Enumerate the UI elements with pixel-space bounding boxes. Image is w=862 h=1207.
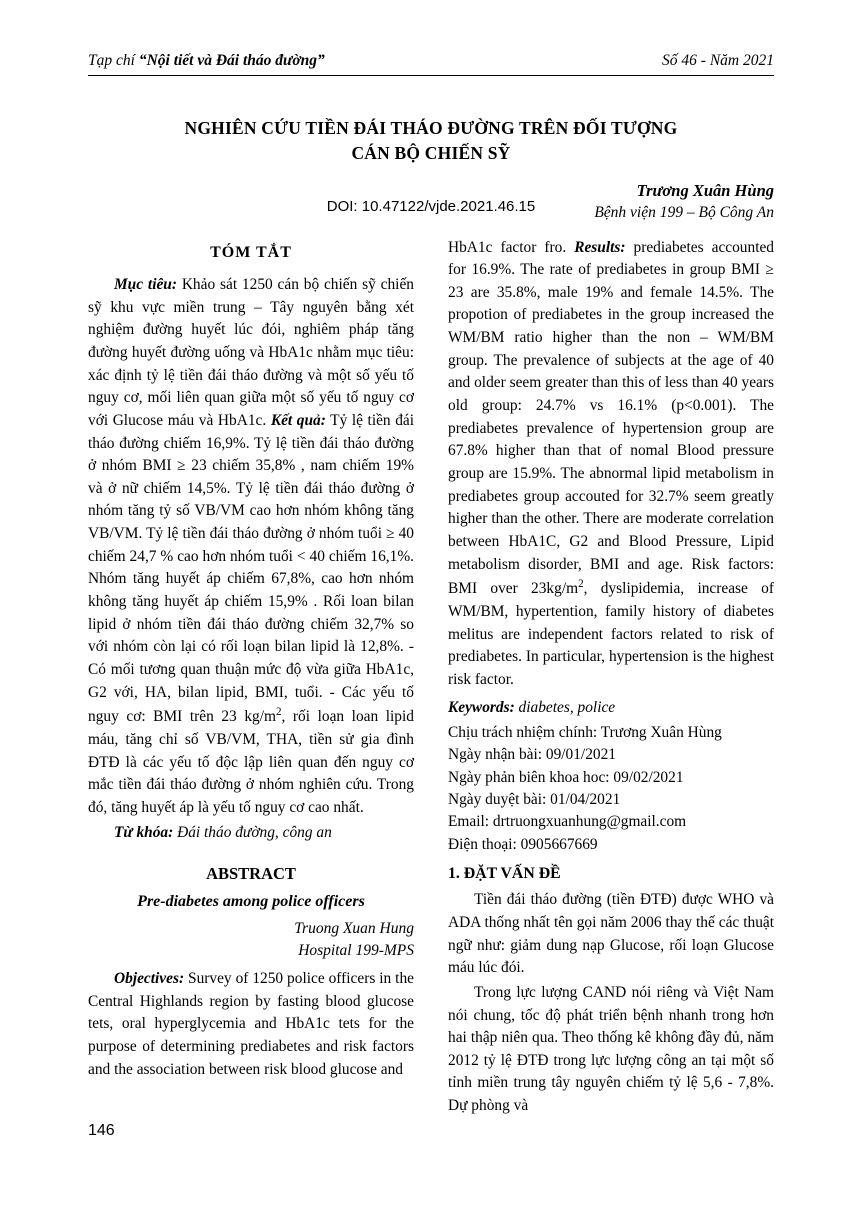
superscript-squared-en: 2 xyxy=(578,578,584,591)
meta-email[interactable]: Email: drtruongxuanhung@gmail.com xyxy=(448,813,687,831)
running-head-title: “Nội tiết và Đái tháo đường” xyxy=(138,52,325,69)
author-affiliation: Bệnh viện 199 – Bộ Công An xyxy=(594,203,774,221)
running-head-prefix: Tạp chí xyxy=(88,52,139,69)
running-head-journal xyxy=(88,52,325,70)
left-column xyxy=(88,237,414,1120)
page-number: 146 xyxy=(88,1122,115,1139)
section-heading-1: 1. ĐẶT VẤN ĐỀ xyxy=(448,865,561,883)
article-title-line1: NGHIÊN CỨU TIỀN ĐÁI THÁO ĐƯỜNG TRÊN ĐỐI TƯỢNG xyxy=(184,118,678,138)
meta-phone: Điện thoại: 0905667669 xyxy=(448,835,598,853)
abstract-author-name: Truong Xuan Hung xyxy=(294,919,414,937)
text-muctieu: Khảo sát 1250 cán bộ chiến sỹ chiến sỹ khu vực miền trung – Tây nguyên bằng xét nghiệm đường huyết lúc đói, nghiêm pháp tăng đường huyết đường uống và HbA1c nhằm mục tiêu: xác định tỷ lệ tiền đái tháo đường và một số yếu tố nguy cơ, mối liên quan giữa một số yếu tố nguy cơ với Glucose máu và HbA1c. xyxy=(88,276,414,429)
text-ketqua-2: , rối loạn loan lipid máu, tăng chỉ số VB/VM, THA, tiền sử gia đình ĐTĐ là các yếu tố độc lập liên quan đến nguy cơ mắc tiền đái tháo đường ở nhóm nghiên cứu. Trong đó, tăng huyết áp là yếu tố nguy cơ cao nhất. xyxy=(88,708,414,816)
running-head-issue: Số 46 - Năm 2021 xyxy=(662,52,774,69)
section-heading-abstract: ABSTRACT xyxy=(206,864,296,884)
right-column xyxy=(448,237,774,1120)
abstract-author-block xyxy=(88,918,414,962)
text-keywords: diabetes, police xyxy=(514,699,616,717)
text-results-2: , dyslipidemia, increase of WM/BM, hypertention, family history of diabetes melitus are independent factors related to risk of prediabetes. In particular, hypertension is the highest risk factor. xyxy=(448,580,774,688)
text-ketqua: Tỷ lệ tiền đái tháo đường chiếm 16,9%. Tỷ lệ tiền đái tháo đường ở nhóm BMI ≥ 23 chiếm 35,8% , nam chiếm 19% và ở nữ chiếm 14,5%. Tỷ lệ tiền đái tháo đường ở nhóm tăng tỷ số VB/VM cao hơn nhóm không tăng VB/VM. Tỷ lệ tiền đái tháo đường ở nhóm tuổi ≥ 40 chiếm 24,7 % cao hơn nhóm tuổi < 40 chiếm 16,1%. Nhóm tăng huyết áp chiếm 67,8%, cao hơn nhóm không tăng huyết áp chiếm 15,9% . Rối loan bilan lipid ở nhóm tiền đái tháo đường chiếm 32,7% so với nhóm còn lại có rối loạn bilan lipid là 12,8%. - Có mối tương quan thuận mức độ vừa giữa HbA1c, G2 với, HA, bilan lipid, BMI, tuổi. - Các yếu tố nguy cơ: BMI trên 23 kg/m xyxy=(88,411,415,726)
paragraph-tomtat xyxy=(88,274,414,820)
text-results-intro: HbA1c factor fro. xyxy=(448,238,575,256)
paragraph-intro-1: Tiền đái tháo đường (tiền ĐTĐ) được WHO và ADA thống nhất tên gọi năm 2006 thay thế các thuật ngữ như: giảm dung nạp Glucose, rối loạn Glucose máu lúc đói. xyxy=(448,891,774,977)
text-results: prediabetes accounted for 16.9%. The rate of prediabetes in group BMI ≥ 23 are 35.8%, male 19% and female 14.5%. The propotion of prediabetes in the group increased the WM/BM ratio higher than the non – WM/BM group. The prevalence of subjects at the age of 40 and older seem greater than this of less than 40 years old group: 24.7% vs 16.1% (p<0.001). The prediabetes prevalence of hypertension group are 67.8% higher than that of nomal Blood pressure group are 15.9%. The abnormal lipid metabolism in prediabetes group accouted for 32.7% seem greatly higher than the other. There are moderate correlation between HbA1C, G2 and Blood Pressure, Lipid metabolism disorder, BMI and age. Risk factors: BMI over 23kg/m xyxy=(448,238,774,598)
meta-responsible: Chịu trách nhiệm chính: Trương Xuân Hùng xyxy=(448,724,722,742)
label-objectives: Objectives: xyxy=(114,969,185,987)
label-tukhoa: Từ khóa: xyxy=(114,823,174,841)
section-heading-tomtat: TÓM TẮT xyxy=(210,243,292,261)
abstract-subtitle: Pre-diabetes among police officers xyxy=(137,893,365,911)
article-title-line2: CÁN BỘ CHIẾN SỸ xyxy=(351,143,511,164)
meta-reviewed: Ngày phản biên khoa hoc: 09/02/2021 xyxy=(448,768,684,786)
text-objectives: Survey of 1250 police officers in the Central Highlands region by fasting blood glucose tets, oral hyperglycemia and HbA1c tets for the purpose of determining prediabetes and risk factors and the association between risk blood glucose and xyxy=(88,969,414,1078)
doi-line: DOI: 10.47122/vjde.2021.46.15 xyxy=(326,197,536,215)
page-content xyxy=(88,52,774,1120)
body-columns xyxy=(88,237,774,1120)
author-name: Trương Xuân Hùng xyxy=(636,180,774,200)
superscript-squared-vn: 2 xyxy=(275,706,282,719)
paragraph-tukhoa xyxy=(88,822,414,845)
paragraph-keywords xyxy=(448,697,774,720)
label-muctieu: Mục tiêu: xyxy=(114,276,177,294)
paragraph-objectives xyxy=(88,968,414,1081)
paragraph-intro-2: Trong lực lượng CAND nói riêng và Việt Nam nói chung, tốc độ phát triển bệnh nhanh trong hơn hai thập niên qua. Theo thống kê không đầy đủ, năm 2012 tỷ lệ ĐTĐ trong lực lượng công an tại một số tỉnh miền trung tây nguyên chiếm tỷ lệ 5,6 - 7,8%. Dự phòng và xyxy=(448,983,774,1115)
meta-received: Ngày nhận bài: 09/01/2021 xyxy=(448,746,616,764)
abstract-author-affiliation: Hospital 199-MPS xyxy=(298,941,414,959)
text-tukhoa: Đái tháo đường, công an xyxy=(173,823,332,841)
page-title xyxy=(88,116,774,167)
label-keywords: Keywords: xyxy=(448,699,515,717)
label-results: Results: xyxy=(574,238,626,256)
title-block xyxy=(88,116,774,221)
running-head xyxy=(88,52,774,76)
label-ketqua: Kết quả: xyxy=(270,411,326,429)
paragraph-results xyxy=(448,237,774,692)
meta-accepted: Ngày duyệt bài: 01/04/2021 xyxy=(448,791,621,809)
